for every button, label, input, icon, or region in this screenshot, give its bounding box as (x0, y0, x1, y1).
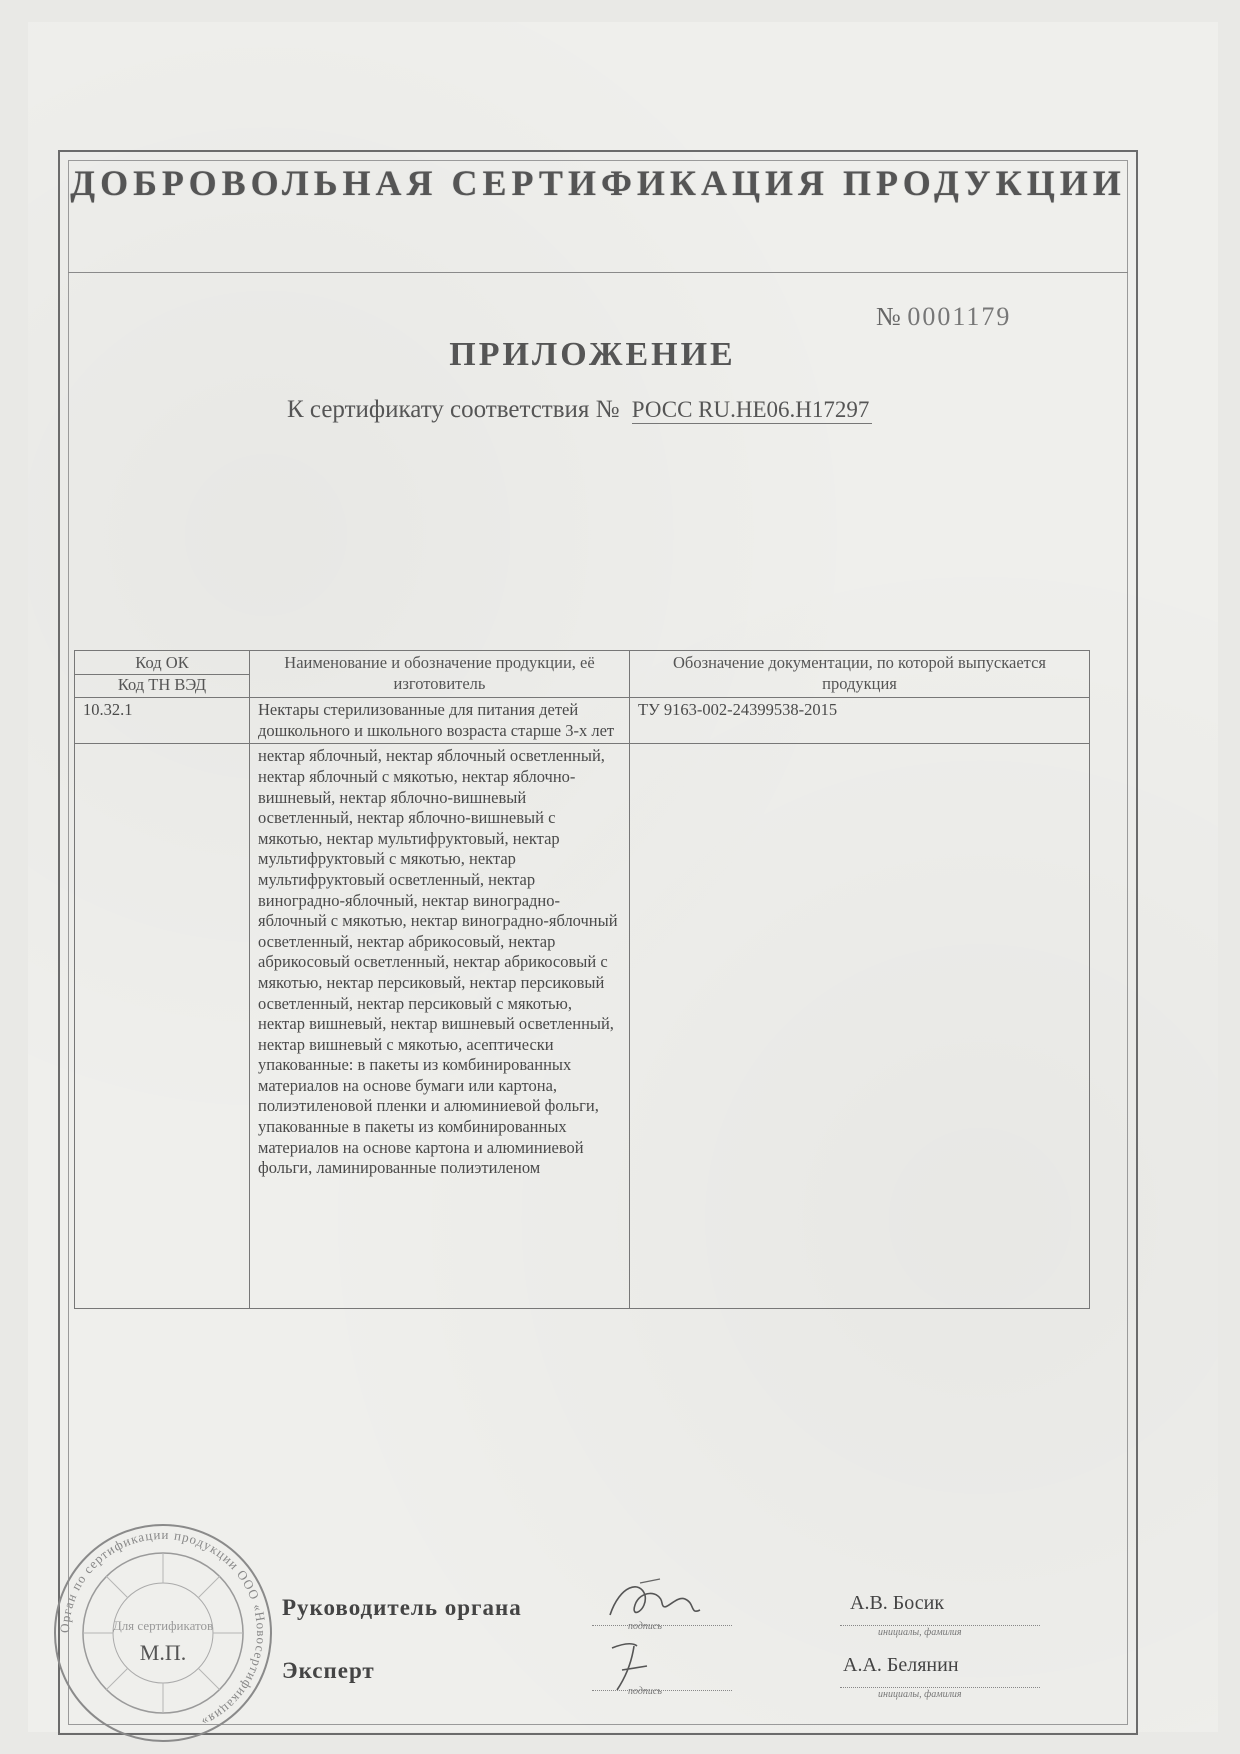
head-role-label: Руководитель органа (282, 1595, 522, 1620)
header-name: Наименование и обозначение продукции, её изготовитель (250, 651, 630, 698)
row-name: нектар яблочный, нектар яблочный осветленный, нектар яблочный с мякотью, нектар яблочно-вишневый, нектар яблочно-вишневый осветленный, нектар яблочно-вишневый с мякотью, нектар мультифруктовый, нектар мультифруктовый с мякотью, нектар мультифруктовый осветленный, нектар виноградно-яблочный, нектар виноградно-яблочный с мякотью, нектар виноградно-яблочный осветленный, нектар абрикосовый, нектар абрикосовый осветленный, нектар абрикосовый с мякотью, нектар персиковый, нектар персиковый осветленный, нектар персиковый с мякотью, нектар вишневый, нектар вишневый осветленный, нектар вишневый с мякотью, асептически упакованные: в пакеты из комбинированных материалов на основе бумаги или картона, полиэтиленовой пленки и алюминиевой фольги, упакованные в пакеты из комбинированных материалов на основе картона и алюминиевой фольги, ламинированные полиэтиленом (250, 744, 630, 1309)
certificate-reference (287, 396, 872, 424)
annex-number-prefix: № (876, 302, 901, 331)
stamp-text: Орган по сертификации продукции ООО «Новосертификация» (56, 1526, 270, 1731)
expert-name: А.А. Белянин (843, 1654, 959, 1676)
header-title: ДОБРОВОЛЬНАЯ СЕРТИФИКАЦИЯ ПРОДУКЦИИ (70, 163, 1126, 203)
head-signature-caption: подпись (628, 1621, 662, 1632)
table-header-row (75, 651, 1090, 698)
annex-title: ПРИЛОЖЕНИЕ (449, 336, 736, 373)
header-code-cell (75, 651, 250, 698)
certificate-reference-label: К сертификату соответствия № (287, 396, 620, 423)
stamp-mark: М.П. (139, 1640, 187, 1665)
row-name: Нектары стерилизованные для питания детей дошкольного и школьного возраста старше 3-х лет (250, 698, 630, 744)
row-code (75, 744, 250, 1309)
header-divider (68, 272, 1128, 273)
row-docs (630, 744, 1090, 1309)
expert-name-caption: инициалы, фамилия (878, 1689, 962, 1700)
header-code-tn: Код ТН ВЭД (75, 674, 249, 696)
row-code: 10.32.1 (75, 698, 250, 744)
stamp-center-text: Для сертификатов (112, 1618, 214, 1633)
head-name-caption: инициалы, фамилия (878, 1627, 962, 1638)
expert-signature-caption: подпись (628, 1686, 662, 1697)
expert-role-label: Эксперт (282, 1658, 375, 1683)
table-row (75, 698, 1090, 744)
header-docs: Обозначение документации, по которой выпускается продукция (630, 651, 1090, 698)
certificate-reference-number: РОСС RU.HE06.H17297 (632, 397, 872, 424)
annex-number-value: 0001179 (907, 302, 1012, 331)
annex-number (876, 302, 1011, 332)
header-code-ok: Код ОК (135, 653, 189, 672)
table-row (75, 744, 1090, 1309)
row-docs: ТУ 9163-002-24399538-2015 (630, 698, 1090, 744)
product-table (74, 650, 1090, 1309)
head-name: А.В. Босик (850, 1592, 945, 1614)
